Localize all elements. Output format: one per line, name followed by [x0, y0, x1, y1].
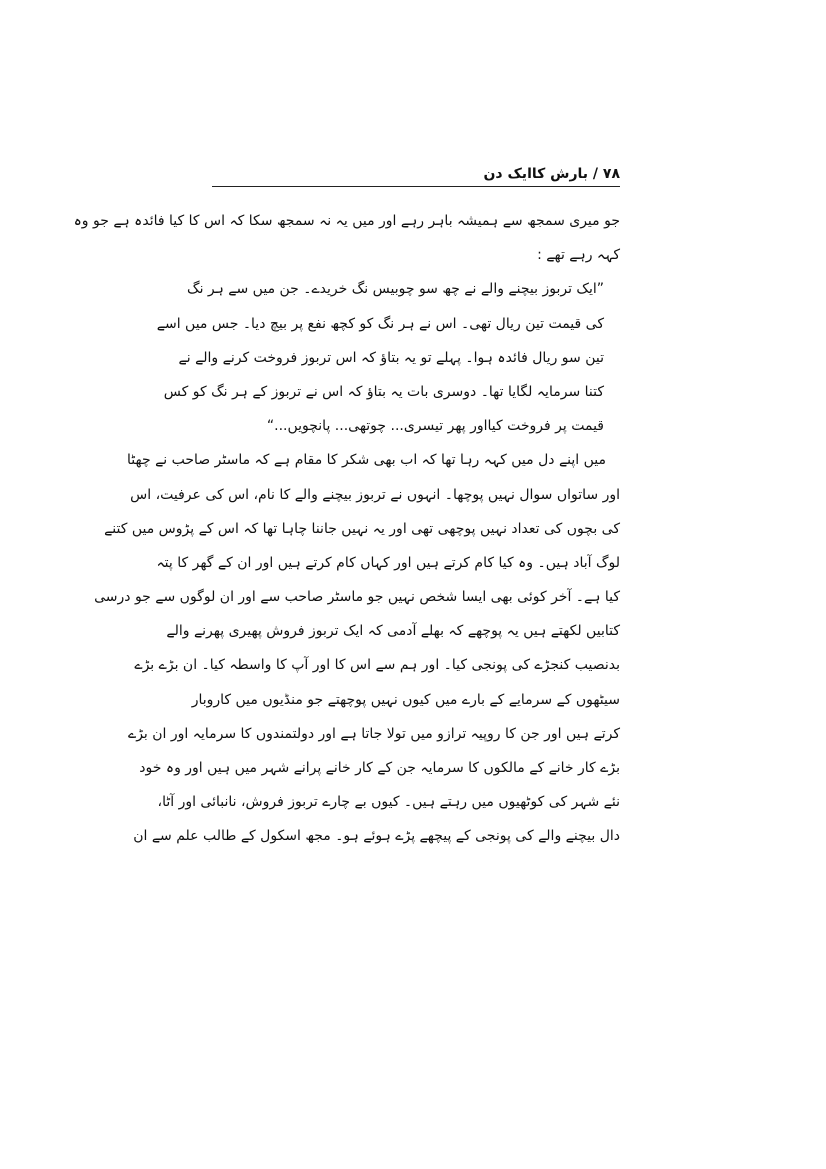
block-quote	[156, 272, 620, 443]
text-line: لوگ آباد ہیں۔ وہ کیا کام کرتے ہیں اور کہاں کام کرتے ہیں اور ان کے گھر کا پتہ	[156, 554, 620, 571]
text-line: جو میری سمجھ سے ہمیشہ باہر رہے اور میں یہ نہ سمجھ سکا کہ اس کا کیا فائدہ ہے جو وہ	[73, 213, 620, 229]
intro-paragraph	[73, 204, 620, 272]
text-line: کہہ رہے تھے :	[537, 247, 620, 264]
text-line: میں اپنے دل میں کہہ رہا تھا کہ اب بھی شکر کا مقام ہے کہ ماسٹر صاحب نے چھٹا	[127, 452, 606, 469]
quote-line: ”ایک تربوز بیچنے والے نے چھ سو چوبیس نگ خریدے۔ جن میں سے ہر نگ	[187, 281, 604, 298]
text-line: کی بچوں کی تعداد نہیں پوچھی تھی اور یہ نہیں جاننا چاہا تھا کہ اس کے پڑوس میں کتنے	[104, 520, 620, 537]
text-line: نئے شہر کی کوٹھیوں میں رہتے ہیں۔ کیوں بے چارے تربوز فروش، نانبائی اور آٹا،	[157, 794, 620, 811]
text-line: اور ساتواں سوال نہیں پوچھا۔ انہوں نے تربوز بیچنے والے کا نام، اس کی عرفیت، اس	[130, 486, 620, 503]
text-line: کتابیں لکھتے ہیں یہ پوچھے کہ بھلے آدمی کہ ایک تربوز فروش پھیری پھرنے والے	[166, 623, 620, 640]
quote-line: تین سو ریال فائدہ ہوا۔ پہلے تو یہ بتاؤ کہ اس تربوز فروخت کرنے والے نے	[178, 349, 604, 366]
text-line: کرتے ہیں اور جن کا روپیہ ترازو میں تولا جاتا ہے اور دولتمندوں کا سرمایہ اور ان بڑے	[127, 725, 620, 742]
running-header: ۷۸ / بارش کاایک دن	[483, 166, 620, 182]
text-line: بڑے کار خانے کے مالکوں کا سرمایہ جن کے کار خانے پرانے شہر میں ہیں اور وہ خود	[139, 760, 620, 776]
quote-line: کتنا سرمایہ لگایا تھا۔ دوسری بات یہ بتاؤ کہ اس نے تربوز کے ہر نگ کو کس	[163, 383, 604, 400]
main-paragraph	[94, 443, 620, 853]
quote-line: قیمت پر فروخت کیااور پھر تیسری... چوتھی... پانچویں...“	[266, 418, 604, 435]
text-line: سیٹھوں کے سرمایے کے بارے میں کیوں نہیں پوچھتے جو منڈیوں میں کاروبار	[191, 691, 620, 708]
text-line: کیا ہے۔ آخر کوئی بھی ایسا شخص نہیں جو ماسٹر صاحب سے اور ان لوگوں سے جو درسی	[94, 589, 620, 606]
page-body-text	[73, 204, 620, 854]
text-line: دال بیچنے والے کی پونجی کے پیچھے پڑے ہوئے ہو۔ مجھ اسکول کے طالب علم سے ان	[133, 828, 620, 845]
quote-line: کی قیمت تین ریال تھی۔ اس نے ہر نگ کو کچھ نفع پر بیچ دیا۔ جس میں اسے	[156, 315, 604, 332]
text-line: بدنصیب کنجڑے کی پونجی کیا۔ اور ہم سے اس کا اور آپ کا واسطہ کیا۔ ان بڑے بڑے	[134, 657, 620, 674]
header-rule	[212, 186, 620, 187]
